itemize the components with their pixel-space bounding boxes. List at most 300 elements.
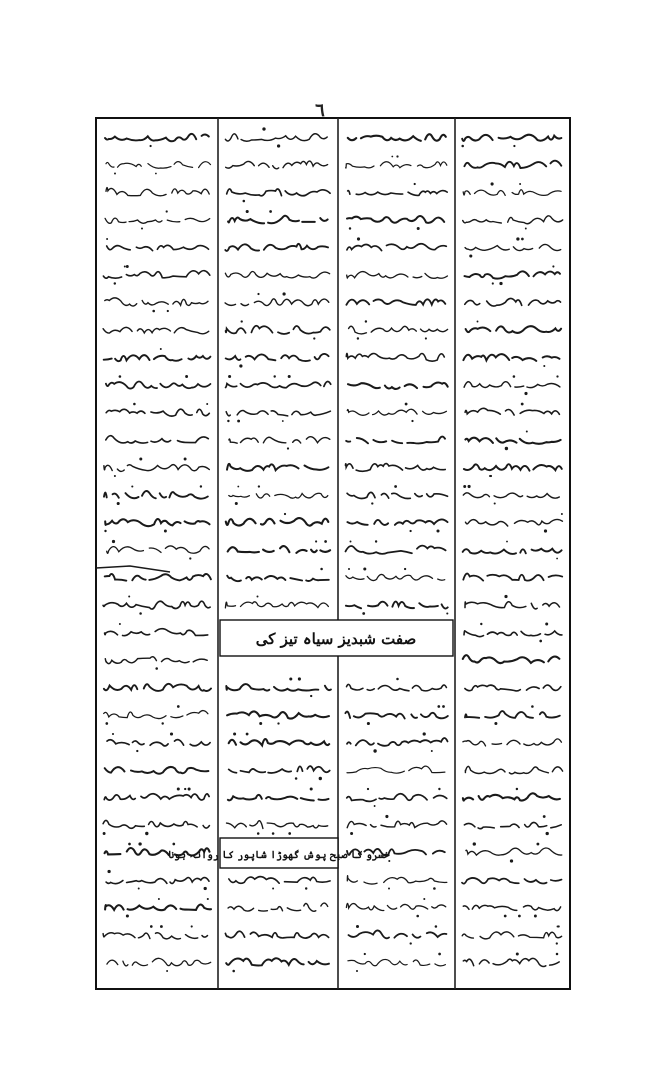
diacritic-dot xyxy=(232,970,235,973)
diacritic-dot xyxy=(114,282,116,284)
diacritic-dot xyxy=(257,832,260,835)
handwritten-line xyxy=(105,298,208,306)
diacritic-dot xyxy=(272,832,275,835)
diacritic-dot xyxy=(282,420,284,422)
diacritic-dot xyxy=(423,732,426,735)
handwritten-line xyxy=(346,437,445,444)
diacritic-dot xyxy=(177,787,180,790)
handwritten-line xyxy=(105,905,211,911)
handwritten-line xyxy=(464,464,562,470)
handwritten-line xyxy=(463,549,562,554)
diacritic-dot xyxy=(126,265,129,268)
diacritic-dot xyxy=(104,530,106,532)
diacritic-dot xyxy=(277,144,280,147)
handwritten-line xyxy=(347,409,446,415)
handwritten-line xyxy=(465,711,560,718)
diacritic-dot xyxy=(233,732,236,735)
handwritten-line xyxy=(346,602,448,609)
handwritten-line xyxy=(103,820,209,828)
diacritic-dot xyxy=(436,529,439,532)
diacritic-dot xyxy=(200,485,202,487)
diacritic-dot xyxy=(237,486,239,488)
handwritten-line xyxy=(103,271,209,279)
diacritic-dot xyxy=(150,925,153,928)
diacritic-dot xyxy=(138,842,141,845)
diacritic-dot xyxy=(425,337,427,339)
diacritic-dot xyxy=(350,832,353,835)
diacritic-dot xyxy=(371,502,373,504)
handwritten-line xyxy=(465,602,560,609)
handwritten-line xyxy=(466,326,561,333)
heading-lower: خسرو کا صبح پوش گھوڑا شاپور کا روانہ ہونا xyxy=(168,850,390,861)
diacritic-dot xyxy=(396,678,399,681)
diacritic-dot xyxy=(409,530,411,532)
diacritic-dot xyxy=(310,695,312,697)
diacritic-dot xyxy=(262,127,265,130)
handwritten-line xyxy=(227,189,330,196)
diacritic-dot xyxy=(463,485,466,488)
diacritic-dot xyxy=(155,173,157,175)
diacritic-dot xyxy=(324,540,327,543)
diacritic-dot xyxy=(362,612,365,615)
diacritic-dot xyxy=(504,915,507,918)
handwritten-line xyxy=(348,134,446,141)
diacritic-dot xyxy=(410,942,412,944)
diacritic-dot xyxy=(155,667,158,670)
diacritic-dot xyxy=(490,475,492,477)
handwritten-line xyxy=(347,272,448,279)
diacritic-dot xyxy=(468,485,471,488)
handwritten-line xyxy=(229,437,330,444)
diacritic-dot xyxy=(365,320,367,322)
diacritic-dot xyxy=(114,475,116,477)
diacritic-dot xyxy=(367,722,370,725)
diacritic-dot xyxy=(433,887,436,890)
handwritten-line xyxy=(228,216,328,224)
diacritic-dot xyxy=(184,788,186,790)
handwritten-line xyxy=(105,574,211,581)
handwritten-line xyxy=(349,930,447,938)
diacritic-dot xyxy=(170,732,173,735)
diacritic-dot xyxy=(128,595,130,597)
diacritic-dot xyxy=(348,568,350,570)
diacritic-dot xyxy=(131,485,133,487)
diacritic-dot xyxy=(320,568,323,571)
handwritten-line xyxy=(346,162,447,168)
diacritic-dot xyxy=(473,842,476,845)
diacritic-dot xyxy=(357,237,360,240)
handwritten-line xyxy=(347,766,445,773)
diacritic-dot xyxy=(184,458,187,461)
handwritten-line xyxy=(226,354,329,361)
handwritten-line xyxy=(465,438,560,444)
diacritic-dot xyxy=(431,750,433,752)
diacritic-dot xyxy=(161,722,163,724)
diacritic-dot xyxy=(288,832,291,835)
diacritic-dot xyxy=(114,173,116,175)
diacritic-dot xyxy=(257,293,259,295)
diacritic-dot xyxy=(227,420,229,422)
handwritten-line xyxy=(225,244,328,251)
diacritic-dot xyxy=(518,915,521,918)
diacritic-dot xyxy=(423,898,425,900)
diacritic-dot xyxy=(277,722,279,724)
diacritic-dot xyxy=(388,888,390,890)
handwritten-line xyxy=(348,382,448,389)
diacritic-dot xyxy=(367,788,369,790)
diacritic-dot xyxy=(442,705,445,708)
diacritic-dot xyxy=(119,375,122,378)
diacritic-dot xyxy=(185,375,188,378)
diacritic-dot xyxy=(239,364,242,367)
diacritic-dot xyxy=(141,227,143,229)
diacritic-dot xyxy=(295,777,298,780)
handwritten-line xyxy=(347,794,447,802)
diacritic-dot xyxy=(552,265,554,267)
handwritten-line xyxy=(106,878,209,884)
diacritic-dot xyxy=(556,558,558,560)
handwritten-line xyxy=(465,685,561,691)
handwritten-line xyxy=(463,905,560,910)
handwritten-line xyxy=(229,877,330,884)
handwritten-line xyxy=(227,464,328,471)
diacritic-dot xyxy=(417,227,420,230)
diacritic-dot xyxy=(313,337,315,339)
diacritic-dot xyxy=(136,750,138,752)
diacritic-dot xyxy=(394,485,397,488)
diacritic-dot xyxy=(158,898,160,900)
margin-mark xyxy=(96,566,170,572)
diacritic-dot xyxy=(438,953,441,956)
diacritic-dot xyxy=(117,502,120,505)
handwritten-line xyxy=(229,493,328,498)
handwritten-line xyxy=(225,931,328,938)
handwritten-line xyxy=(229,739,330,745)
diacritic-dot xyxy=(506,541,508,543)
handwritten-line xyxy=(347,876,447,884)
handwritten-line xyxy=(465,298,561,306)
handwritten-line xyxy=(103,601,210,609)
handwritten-line xyxy=(104,711,208,719)
diacritic-dot xyxy=(374,805,376,807)
diacritic-dot xyxy=(375,540,377,542)
diacritic-dot xyxy=(505,447,508,450)
handwritten-line xyxy=(226,161,328,169)
diacritic-dot xyxy=(269,210,272,213)
diacritic-dot xyxy=(546,832,549,835)
diacritic-dot xyxy=(556,953,559,956)
diacritic-dot xyxy=(543,365,545,367)
diacritic-dot xyxy=(243,200,246,203)
diacritic-dot xyxy=(373,749,376,752)
handwritten-line xyxy=(103,933,207,939)
diacritic-dot xyxy=(105,722,108,725)
diacritic-dot xyxy=(414,183,416,185)
handwritten-line xyxy=(463,739,562,746)
diacritic-dot xyxy=(204,887,207,890)
diacritic-dot xyxy=(446,612,448,614)
handwritten-line xyxy=(464,382,560,388)
diacritic-dot xyxy=(259,722,262,725)
handwritten-line xyxy=(345,712,447,719)
diacritic-dot xyxy=(112,733,114,735)
diacritic-dot xyxy=(272,888,274,890)
diacritic-dot xyxy=(206,403,208,405)
diacritic-dot xyxy=(350,541,352,543)
handwritten-line xyxy=(348,191,448,196)
handwritten-line xyxy=(225,299,329,306)
diacritic-dot xyxy=(521,238,524,241)
diacritic-dot xyxy=(177,705,180,708)
diacritic-dot xyxy=(319,777,322,780)
handwritten-line xyxy=(464,161,561,168)
handwritten-line xyxy=(226,381,331,387)
handwritten-line xyxy=(346,574,445,580)
diacritic-dot xyxy=(138,888,140,890)
handwritten-line xyxy=(347,492,447,498)
diacritic-dot xyxy=(494,722,497,725)
diacritic-dot xyxy=(363,567,366,570)
diacritic-dot xyxy=(396,155,398,157)
handwritten-line xyxy=(106,382,210,389)
diacritic-dot xyxy=(188,787,191,790)
diacritic-dot xyxy=(166,970,168,972)
handwritten-line xyxy=(107,740,210,746)
diacritic-dot xyxy=(525,228,527,230)
diacritic-dot xyxy=(516,237,519,240)
diacritic-dot xyxy=(404,568,406,570)
diacritic-dot xyxy=(435,925,438,928)
diacritic-dot xyxy=(237,420,240,423)
diacritic-dot xyxy=(437,705,440,708)
handwritten-line xyxy=(462,932,561,939)
handwritten-line xyxy=(347,519,447,524)
handwritten-line xyxy=(347,216,444,223)
diacritic-dot xyxy=(284,513,286,515)
diacritic-dot xyxy=(139,612,142,615)
handwritten-line xyxy=(349,326,448,334)
diacritic-dot xyxy=(469,254,472,257)
diacritic-dot xyxy=(491,182,494,185)
diacritic-dot xyxy=(166,210,168,212)
handwritten-line xyxy=(227,576,329,581)
handwritten-line xyxy=(104,465,209,472)
diacritic-dot xyxy=(411,420,413,422)
handwritten-line xyxy=(105,657,207,664)
diacritic-dot xyxy=(480,623,482,625)
handwritten-line xyxy=(226,958,329,965)
diacritic-dot xyxy=(513,145,515,147)
handwritten-line xyxy=(466,519,563,526)
diacritic-dot xyxy=(561,513,563,515)
diacritic-dot xyxy=(257,596,259,598)
diacritic-dot xyxy=(310,787,313,790)
diacritic-dot xyxy=(513,375,516,378)
diacritic-dot xyxy=(526,431,528,433)
diacritic-dot xyxy=(556,942,558,944)
diacritic-dot xyxy=(124,266,126,268)
handwritten-line xyxy=(103,327,209,333)
diacritic-dot xyxy=(160,925,163,928)
diacritic-dot xyxy=(364,953,366,955)
handwritten-line xyxy=(464,822,561,828)
diacritic-dot xyxy=(545,623,548,626)
heading-middle: صفت شبدیز سیاہ تیز کی xyxy=(255,630,417,648)
handwritten-line xyxy=(465,244,561,250)
diacritic-dot xyxy=(504,595,507,598)
diacritic-dot xyxy=(544,529,547,532)
handwritten-line xyxy=(226,411,330,416)
handwritten-line xyxy=(346,299,445,305)
handwritten-line xyxy=(104,491,208,499)
diacritic-dot xyxy=(189,557,191,559)
handwritten-line xyxy=(347,821,446,828)
handwritten-line xyxy=(225,134,327,142)
handwritten-line xyxy=(466,848,562,855)
diacritic-dot xyxy=(494,502,496,504)
handwritten-line xyxy=(463,493,559,498)
diacritic-dot xyxy=(416,915,419,918)
handwritten-line xyxy=(228,903,328,911)
diacritic-dot xyxy=(288,375,291,378)
diacritic-dot xyxy=(119,623,121,625)
diacritic-dot xyxy=(107,870,110,873)
handwritten-line xyxy=(346,903,445,910)
diacritic-dot xyxy=(289,677,292,680)
handwritten-line xyxy=(348,959,446,965)
diacritic-dot xyxy=(160,348,162,350)
diacritic-dot xyxy=(556,375,558,377)
handwritten-line xyxy=(105,218,210,223)
handwritten-line xyxy=(225,271,329,278)
page-number: ٦ xyxy=(315,100,325,121)
handwritten-line xyxy=(105,629,208,636)
diacritic-dot xyxy=(356,925,359,928)
diacritic-dot xyxy=(356,970,358,972)
diacritic-dot xyxy=(510,859,513,862)
diacritic-dot xyxy=(405,403,408,406)
diacritic-dot xyxy=(172,843,175,846)
handwritten-line xyxy=(104,794,209,800)
handwritten-line xyxy=(107,245,209,250)
diacritic-dot xyxy=(524,392,527,395)
diacritic-dot xyxy=(519,183,521,185)
diacritic-dot xyxy=(241,320,243,322)
diacritic-dot xyxy=(207,898,209,900)
handwritten-line xyxy=(346,464,446,472)
diacritic-dot xyxy=(531,705,534,708)
handwritten-line xyxy=(463,354,559,361)
handwritten-line xyxy=(463,958,559,966)
handwritten-line xyxy=(463,655,560,663)
diacritic-dot xyxy=(539,640,542,643)
handwritten-line xyxy=(465,271,561,278)
diacritic-dot xyxy=(461,145,464,148)
diacritic-dot xyxy=(521,403,524,406)
handwritten-line xyxy=(462,135,561,141)
diacritic-dot xyxy=(106,238,108,240)
handwritten-line xyxy=(228,795,329,801)
handwritten-line xyxy=(465,766,562,773)
diacritic-dot xyxy=(438,788,440,790)
diacritic-dot xyxy=(152,310,155,313)
diacritic-dot xyxy=(246,733,249,736)
handwritten-line xyxy=(106,436,209,443)
handwritten-line xyxy=(347,684,447,690)
diacritic-dot xyxy=(315,540,317,542)
diacritic-dot xyxy=(150,145,152,147)
handwritten-line xyxy=(347,738,448,746)
diacritic-dot xyxy=(283,292,286,295)
diacritic-dot xyxy=(298,677,301,680)
handwritten-line xyxy=(226,684,331,691)
diacritic-dot xyxy=(357,337,359,339)
diacritic-dot xyxy=(103,832,106,835)
diacritic-dot xyxy=(477,321,479,323)
diacritic-dot xyxy=(246,210,249,213)
diacritic-dot xyxy=(126,914,129,917)
diacritic-dot xyxy=(499,282,502,285)
diacritic-dot xyxy=(273,375,275,377)
handwritten-line xyxy=(228,546,330,553)
diacritic-dot xyxy=(133,403,136,406)
diacritic-dot xyxy=(191,925,193,927)
handwritten-line xyxy=(106,162,211,169)
diacritic-dot xyxy=(287,447,289,449)
diacritic-dot xyxy=(492,282,494,284)
diacritic-dot xyxy=(228,375,231,378)
diacritic-dot xyxy=(305,887,307,889)
handwritten-line xyxy=(463,574,562,581)
handwritten-line xyxy=(105,519,209,526)
diacritic-dot xyxy=(557,926,559,928)
handwritten-line xyxy=(346,546,446,554)
handwritten-line xyxy=(106,188,209,196)
handwritten-line xyxy=(104,355,211,361)
diacritic-dot xyxy=(536,843,539,846)
handwritten-line xyxy=(226,326,330,334)
handwritten-line xyxy=(463,793,560,800)
diacritic-dot xyxy=(235,502,238,505)
diacritic-dot xyxy=(167,310,169,312)
handwritten-line xyxy=(462,878,562,884)
diacritic-dot xyxy=(128,843,131,846)
handwritten-line xyxy=(465,408,559,415)
handwritten-line xyxy=(106,409,209,416)
handwritten-line xyxy=(107,546,209,553)
diacritic-dot xyxy=(534,915,537,918)
diacritic-dot xyxy=(145,832,148,835)
handwritten-line xyxy=(226,518,328,526)
handwritten-line xyxy=(107,958,211,966)
diacritic-dot xyxy=(543,815,546,818)
handwritten-line xyxy=(464,631,562,637)
handwritten-line xyxy=(346,353,444,361)
handwritten-line xyxy=(105,767,209,774)
diacritic-dot xyxy=(258,485,260,487)
handwritten-line xyxy=(463,190,561,196)
handwritten-line xyxy=(347,244,446,251)
handwritten-line xyxy=(225,602,328,608)
diacritic-dot xyxy=(385,815,388,818)
diacritic-dot xyxy=(516,953,519,956)
handwritten-line xyxy=(227,821,328,829)
handwritten-line xyxy=(105,134,209,141)
diacritic-dot xyxy=(164,530,167,533)
diacritic-dot xyxy=(516,788,518,790)
handwritten-line xyxy=(463,216,563,224)
diacritic-dot xyxy=(112,540,115,543)
